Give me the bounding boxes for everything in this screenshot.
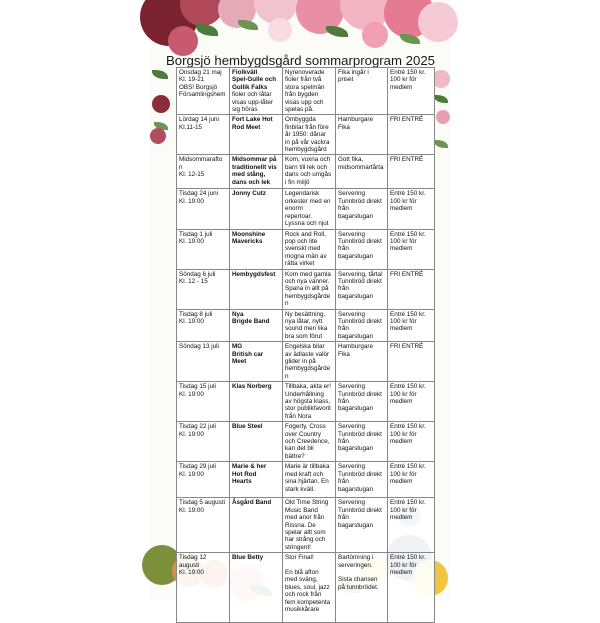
table-row <box>177 553 435 623</box>
act-cell: Marie & her Hot Rod Hearts <box>230 462 283 498</box>
act-cell: Blue Steel <box>230 422 283 462</box>
table-row <box>177 155 435 189</box>
table-row <box>177 68 435 115</box>
act-cell: Jonny Cutz <box>230 189 283 229</box>
act-cell: Hembygdsfest <box>230 269 283 309</box>
act-cell: Midsommar på traditionellt vis med stång, dans och lek <box>230 155 283 189</box>
date-cell: Onsdag 21 maj Kl. 19-21 OBS! Borgsjö Församlingshem <box>177 68 230 115</box>
description-cell: Stor Final! En blå afton med sväng, blues, soul, jazz och rock från fem kompetenta musikkårare <box>283 553 336 623</box>
poster <box>150 0 450 613</box>
description-cell: Old Time String Music Band med anor från Rissna. De spelar allt som har strång och stringent! <box>283 498 336 553</box>
price-cell: Entré 150 kr. 100 kr för medlem <box>388 189 435 229</box>
date-cell: Midsommarafto n Kl. 12-15 <box>177 155 230 189</box>
food-cell: Servering, tårta! Tunnbröd direkt från bagarstugan <box>336 269 388 309</box>
description-cell: Fogerty, Cross over Country och Creedence, kan det bli bättre? <box>283 422 336 462</box>
table-row <box>177 269 435 309</box>
date-cell: Söndag 13 juli <box>177 342 230 382</box>
table-row <box>177 189 435 229</box>
table-row <box>177 309 435 342</box>
table-row <box>177 498 435 553</box>
food-cell: Servering Tunnbröd direkt från bagarstugan <box>336 229 388 269</box>
act-cell: Nya Brigde Band <box>230 309 283 342</box>
table-row <box>177 115 435 155</box>
date-cell: Lördag 14 juni Kl.11-15 <box>177 115 230 155</box>
act-extra-text: fioler och låtar visas upp-låter sig höras <box>232 91 273 114</box>
act-cell: MG British car Meet <box>230 342 283 382</box>
description-cell: Ny besättning, nya låtar, nytt sound men lika bra som förut <box>283 309 336 342</box>
date-cell: Tisdag 15 juli Kl. 19:00 <box>177 382 230 422</box>
date-cell: Tisdag 22 juli Kl. 19:00 <box>177 422 230 462</box>
date-cell: Tisdag 12 augusti Kl. 19:00 <box>177 553 230 623</box>
date-cell: Tisdag 29 juli Kl. 19:00 <box>177 462 230 498</box>
act-cell: Fort Lake Hot Rod Meet <box>230 115 283 155</box>
food-cell: Bartömning i serveringen. Sista chansen på tunnbrödet. <box>336 553 388 623</box>
table-row <box>177 462 435 498</box>
date-cell: Tisdag 24 juni Kl. 19:00 <box>177 189 230 229</box>
act-cell: Fiolkväll Spel-Gulle och Gullik Falks fioler och låtar visas upp-låter sig höras <box>230 68 283 115</box>
act-cell: Moonshine Mavericks <box>230 229 283 269</box>
description-cell: Kom, vuxna och barn till lek och dans och umgås i fin miljö <box>283 155 336 189</box>
price-cell: FRI ENTRÉ <box>388 115 435 155</box>
description-cell: Tillbaka, akta er! Underhållning av högsta klass, stor publikfavorit från Nora <box>283 382 336 422</box>
price-cell: Entré 150 kr. 100 kr för medlem <box>388 422 435 462</box>
table-row <box>177 229 435 269</box>
description-cell: Legendarisk orkester med en enorm repertoar. Lyssna och njut <box>283 189 336 229</box>
price-cell: FRI ENTRÉ <box>388 269 435 309</box>
food-cell: Servering Tunnbröd direkt från bagarstugan <box>336 382 388 422</box>
price-cell: Entré 150 kr. 100 kr för medlem <box>388 309 435 342</box>
schedule-table <box>176 67 435 623</box>
date-cell: Tisdag 5 augusti Kl. 19:00 <box>177 498 230 553</box>
description-cell: Rock and Roll, pop och lite svenskt med mogna män av rätta virket <box>283 229 336 269</box>
price-cell: Entré 150 kr. 100 kr för medlem <box>388 229 435 269</box>
description-cell: Kom med gamla och nya vänner. Spana in allt på hembygdsgårde n <box>283 269 336 309</box>
date-cell: Tisdag 1 juli Kl. 19:00 <box>177 229 230 269</box>
description-cell: Marie är tillbaka med kraft och sina hjärtan. En stark kväll. <box>283 462 336 498</box>
description-cell: Engelska bilar av ädlaste valör glider in på hembygdsgårde n <box>283 342 336 382</box>
date-cell: Söndag 6 juli Kl. 12 - 15 <box>177 269 230 309</box>
price-cell: Entré 150 kr. 100 kr för medlem <box>388 68 435 115</box>
food-cell: Servering Tunnbröd direkt från bagarstugan <box>336 189 388 229</box>
description-cell: Ombyggda finbilar från före år 1950: dånar in på vår vackra hembygdsgård <box>283 115 336 155</box>
act-cell: Åsgård Band <box>230 498 283 553</box>
food-cell: Servering Tunnbröd direkt från bagarstugan <box>336 309 388 342</box>
food-cell: Gott fika, midsommartårta <box>336 155 388 189</box>
price-cell: Entré 150 kr. 100 kr för medlem <box>388 462 435 498</box>
table-row <box>177 342 435 382</box>
food-cell: Servering Tunnbröd direkt från bagarstugan <box>336 422 388 462</box>
price-cell: FRI ENTRÉ <box>388 342 435 382</box>
table-row <box>177 422 435 462</box>
description-cell: Nyrenoverade fioler från två stora spelmän från bygden visas upp och spelas på. <box>283 68 336 115</box>
food-cell: Servering Tunnbröd direkt från bagarstugan <box>336 462 388 498</box>
food-cell: Hamburgare Fika <box>336 342 388 382</box>
act-cell: Blue Betty <box>230 553 283 623</box>
table-row <box>177 382 435 422</box>
price-cell: Entré 150 kr. 100 kr för medlem <box>388 382 435 422</box>
date-cell: Tisdag 8 juli Kl. 19:00 <box>177 309 230 342</box>
food-cell: Fika ingår i priset <box>336 68 388 115</box>
food-cell: Hamburgare Fika <box>336 115 388 155</box>
price-cell: FRI ENTRÉ <box>388 155 435 189</box>
act-cell: Klas Norberg <box>230 382 283 422</box>
price-cell: Entré 150 kr. 100 kr för medlem <box>388 553 435 623</box>
price-cell: Entré 150 kr. 100 kr för medlem <box>388 498 435 553</box>
food-cell: Servering Tunnbröd direkt från bagarstugan <box>336 498 388 553</box>
page-title: Borgsjö hembygdsgård sommarprogram 2025 <box>165 53 435 68</box>
